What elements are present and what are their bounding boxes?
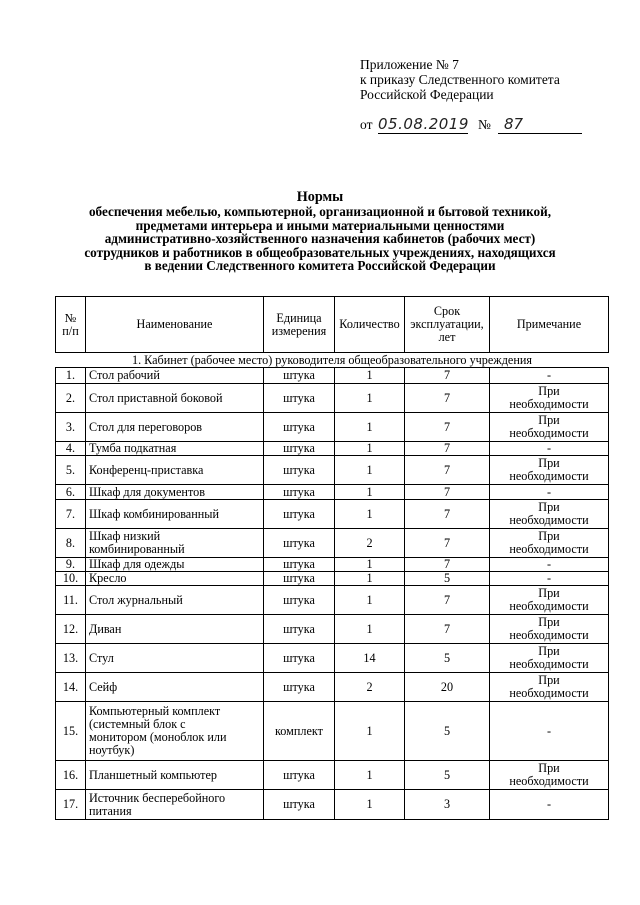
row-term: 7	[405, 558, 490, 572]
row-quantity: 1	[335, 761, 405, 790]
row-name: Шкаф комбинированный	[86, 500, 264, 529]
order-from-label: от	[360, 117, 373, 132]
section-row	[56, 353, 609, 368]
table-header-row	[56, 297, 609, 353]
row-name: Стул	[86, 644, 264, 673]
row-term: 7	[405, 500, 490, 529]
row-unit: штука	[264, 572, 335, 586]
row-unit: штука	[264, 500, 335, 529]
row-note: При необходимости	[490, 384, 609, 413]
table-row	[56, 572, 609, 586]
row-number: 9.	[56, 558, 86, 572]
table-row	[56, 442, 609, 456]
table-row	[56, 384, 609, 413]
row-unit: штука	[264, 413, 335, 442]
row-note: При необходимости	[490, 413, 609, 442]
title-line: обеспечения мебелью, компьютерной, организационной и бытовой техникой,	[88, 204, 552, 220]
row-quantity: 1	[335, 456, 405, 485]
row-unit: штука	[264, 558, 335, 572]
row-number: 5.	[56, 456, 86, 485]
row-note: -	[490, 702, 609, 761]
table-row	[56, 790, 609, 820]
row-term: 5	[405, 644, 490, 673]
row-quantity: 2	[335, 673, 405, 702]
row-quantity: 1	[335, 500, 405, 529]
row-number: 13.	[56, 644, 86, 673]
header-term: Срок эксплуатации, лет	[405, 297, 490, 353]
row-quantity: 1	[335, 442, 405, 456]
row-number: 7.	[56, 500, 86, 529]
row-unit: штука	[264, 615, 335, 644]
row-unit: штука	[264, 586, 335, 615]
table-row	[56, 673, 609, 702]
row-term: 5	[405, 761, 490, 790]
order-reference	[360, 115, 592, 137]
row-quantity: 1	[335, 384, 405, 413]
header-name: Наименование	[86, 297, 264, 353]
row-quantity: 1	[335, 413, 405, 442]
row-quantity: 1	[335, 572, 405, 586]
title-line: сотрудников и работников в общеобразовательных учреждениях, находящихся	[84, 244, 556, 260]
table-row	[56, 615, 609, 644]
row-unit: штука	[264, 456, 335, 485]
table-row	[56, 500, 609, 529]
row-unit: штука	[264, 485, 335, 500]
appendix-line-1: Приложение № 7	[360, 57, 459, 72]
row-number: 11.	[56, 586, 86, 615]
row-name: Источник бесперебойного питания	[86, 790, 264, 820]
row-name: Шкаф для документов	[86, 485, 264, 500]
row-unit: штука	[264, 790, 335, 820]
row-note: -	[490, 558, 609, 572]
header-note: Примечание	[490, 297, 609, 353]
row-name: Сейф	[86, 673, 264, 702]
row-unit: комплект	[264, 702, 335, 761]
row-note: При необходимости	[490, 615, 609, 644]
row-number: 15.	[56, 702, 86, 761]
row-note: При необходимости	[490, 500, 609, 529]
row-term: 7	[405, 586, 490, 615]
row-name: Планшетный компьютер	[86, 761, 264, 790]
order-number-label: №	[478, 117, 491, 132]
row-quantity: 1	[335, 790, 405, 820]
row-number: 8.	[56, 529, 86, 558]
row-number: 1.	[56, 368, 86, 384]
table-row	[56, 558, 609, 572]
header-num: № п/п	[56, 297, 86, 353]
row-term: 7	[405, 615, 490, 644]
row-name: Стол журнальный	[86, 586, 264, 615]
row-name: Стол для переговоров	[86, 413, 264, 442]
row-unit: штука	[264, 529, 335, 558]
row-name: Стол рабочий	[86, 368, 264, 384]
row-term: 7	[405, 368, 490, 384]
title-main: Нормы	[296, 189, 344, 205]
table-row	[56, 644, 609, 673]
title-line: предметами интерьера и иными материальными ценностями	[135, 217, 505, 233]
row-number: 2.	[56, 384, 86, 413]
row-note: -	[490, 790, 609, 820]
appendix-line-2: к приказу Следственного комитета	[360, 72, 560, 87]
row-term: 7	[405, 456, 490, 485]
row-name: Конференц-приставка	[86, 456, 264, 485]
order-number: 87	[498, 115, 582, 134]
table-row	[56, 485, 609, 500]
row-note: При необходимости	[490, 586, 609, 615]
row-note: -	[490, 485, 609, 500]
row-quantity: 1	[335, 586, 405, 615]
title-line: административно-хозяйственного назначения кабинетов (рабочих мест)	[104, 231, 536, 247]
row-note: При необходимости	[490, 529, 609, 558]
row-name: Компьютерный комплект (системный блок с монитором (моноблок или ноутбук)	[86, 702, 264, 761]
table-row	[56, 413, 609, 442]
row-term: 7	[405, 442, 490, 456]
row-number: 10.	[56, 572, 86, 586]
row-name: Диван	[86, 615, 264, 644]
row-quantity: 1	[335, 615, 405, 644]
row-note: При необходимости	[490, 456, 609, 485]
row-term: 20	[405, 673, 490, 702]
row-unit: штука	[264, 673, 335, 702]
row-name: Тумба подкатная	[86, 442, 264, 456]
row-unit: штука	[264, 644, 335, 673]
row-term: 5	[405, 702, 490, 761]
row-term: 7	[405, 384, 490, 413]
row-unit: штука	[264, 368, 335, 384]
table-row	[56, 529, 609, 558]
section-title: 1. Кабинет (рабочее место) руководителя общеобразовательного учреждения	[56, 353, 609, 368]
row-quantity: 2	[335, 529, 405, 558]
row-number: 16.	[56, 761, 86, 790]
table-row	[56, 456, 609, 485]
header-qty: Количество	[335, 297, 405, 353]
row-name: Шкаф низкий комбинированный	[86, 529, 264, 558]
appendix-header	[360, 57, 560, 102]
row-note: При необходимости	[490, 761, 609, 790]
table-row	[56, 761, 609, 790]
row-number: 3.	[56, 413, 86, 442]
norms-table	[55, 296, 609, 820]
row-number: 17.	[56, 790, 86, 820]
row-term: 3	[405, 790, 490, 820]
table-row	[56, 702, 609, 761]
row-note: -	[490, 572, 609, 586]
row-note: -	[490, 442, 609, 456]
row-note: При необходимости	[490, 644, 609, 673]
row-term: 5	[405, 572, 490, 586]
row-quantity: 1	[335, 558, 405, 572]
table-row	[56, 368, 609, 384]
row-unit: штука	[264, 761, 335, 790]
document-title	[40, 191, 600, 272]
row-number: 12.	[56, 615, 86, 644]
row-note: -	[490, 368, 609, 384]
row-name: Стол приставной боковой	[86, 384, 264, 413]
row-number: 14.	[56, 673, 86, 702]
title-line: в ведении Следственного комитета Российской Федерации	[144, 258, 496, 274]
row-name: Шкаф для одежды	[86, 558, 264, 572]
row-term: 7	[405, 529, 490, 558]
row-number: 4.	[56, 442, 86, 456]
row-number: 6.	[56, 485, 86, 500]
row-unit: штука	[264, 384, 335, 413]
row-unit: штука	[264, 442, 335, 456]
row-term: 7	[405, 413, 490, 442]
table-row	[56, 586, 609, 615]
row-quantity: 1	[335, 702, 405, 761]
row-name: Кресло	[86, 572, 264, 586]
row-term: 7	[405, 485, 490, 500]
row-quantity: 1	[335, 368, 405, 384]
appendix-line-3: Российской Федерации	[360, 87, 494, 102]
row-quantity: 14	[335, 644, 405, 673]
row-quantity: 1	[335, 485, 405, 500]
order-date: 05.08.2019	[378, 115, 469, 133]
header-unit: Единица измерения	[264, 297, 335, 353]
row-note: При необходимости	[490, 673, 609, 702]
